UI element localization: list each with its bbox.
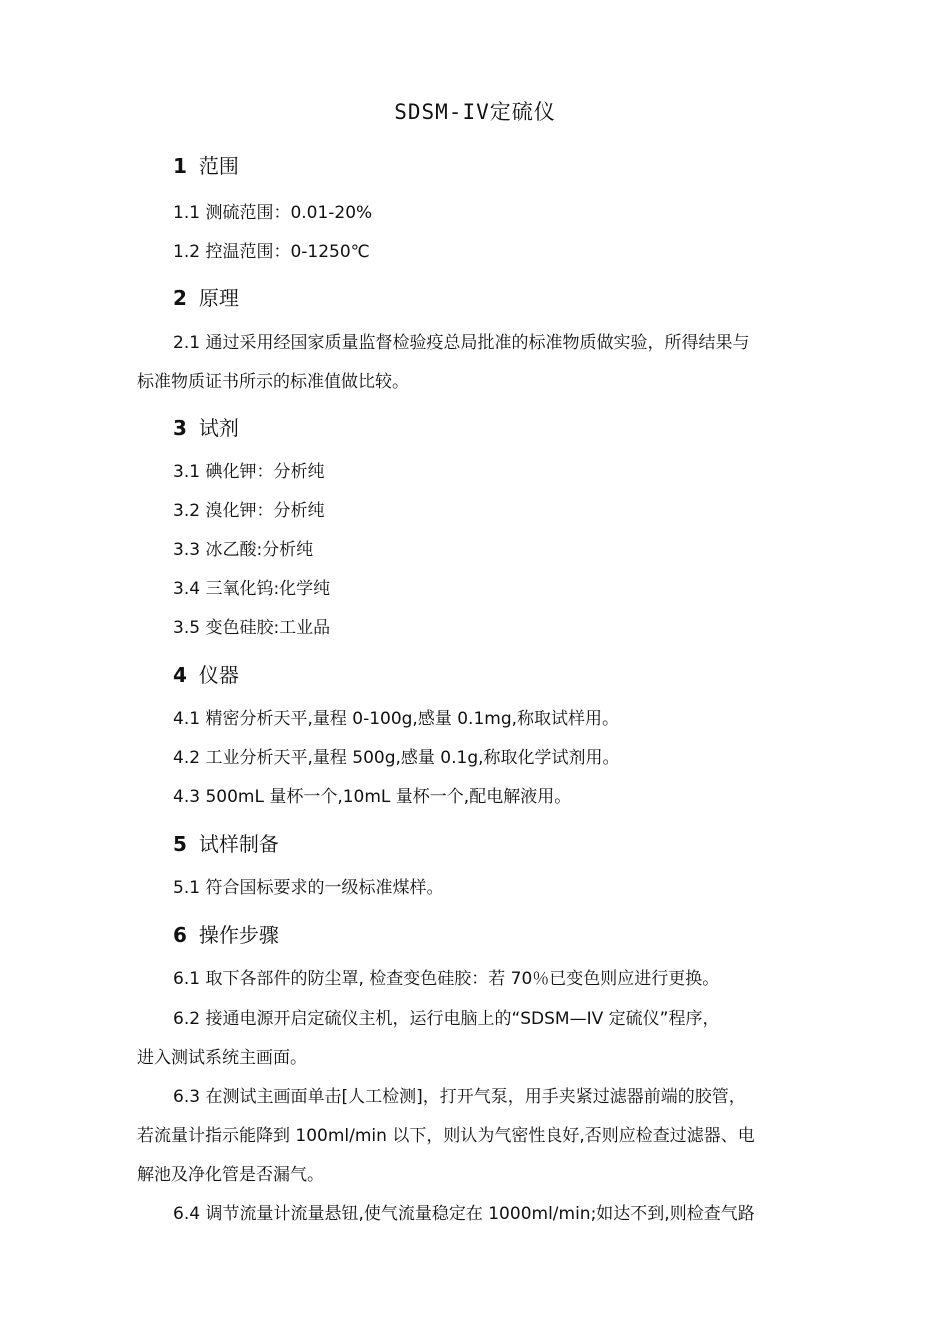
section-number: 4 <box>173 663 187 687</box>
section-heading-5 <box>173 828 279 857</box>
paragraph-3-5: 3.5 变色硅胶:工业品 <box>173 618 331 638</box>
section-number: 1 <box>173 154 187 178</box>
paragraph-3-3: 3.3 冰乙酸:分析纯 <box>173 540 314 560</box>
paragraph-6-3-line-3: 解池及净化管是否漏气。 <box>137 1165 324 1185</box>
section-heading-2 <box>173 282 239 311</box>
paragraph-6-3-line-1: 6.3 在测试主画面单击[人工检测]，打开气泵，用手夹紧过滤器前端的胶管， <box>173 1087 746 1107</box>
section-number: 6 <box>173 923 187 947</box>
section-number: 5 <box>173 832 187 856</box>
paragraph-3-1: 3.1 碘化钾：分析纯 <box>173 462 325 482</box>
section-heading-3 <box>173 412 239 441</box>
paragraph-6-2-line-2: 进入测试系统主画面。 <box>137 1048 307 1068</box>
paragraph-6-3-line-2: 若流量计指示能降到 100ml/min 以下，则认为气密性良好,否则应检查过滤器、电 <box>137 1126 755 1146</box>
section-heading-1 <box>173 150 239 179</box>
section-title: 仪器 <box>198 663 239 687</box>
paragraph-1-1: 1.1 测硫范围：0.01-20% <box>173 203 373 223</box>
section-title: 范围 <box>198 154 239 178</box>
paragraph-4-1: 4.1 精密分析天平,量程 0-100g,感量 0.1mg,称取试样用。 <box>173 709 620 729</box>
section-title: 试剂 <box>198 416 239 440</box>
paragraph-2-1-line-2: 标准物质证书所示的标准值做比较。 <box>137 372 409 392</box>
section-title: 操作步骤 <box>198 923 279 947</box>
paragraph-6-4-line-1: 6.4 调节流量计流量悬钮,使气流量稳定在 1000ml/min;如达不到,则检查气路 <box>173 1204 755 1224</box>
paragraph-1-2: 1.2 控温范围：0-1250℃ <box>173 242 370 262</box>
section-title: 试样制备 <box>198 832 279 856</box>
paragraph-6-2-line-1: 6.2 接通电源开启定硫仪主机，运行电脑上的“SDSM—IV 定硫仪”程序， <box>173 1009 720 1029</box>
section-number: 3 <box>173 416 187 440</box>
paragraph-6-1: 6.1 取下各部件的防尘罩, 检查变色硅胶：若 70％已变色则应进行更换。 <box>173 969 720 989</box>
section-title: 原理 <box>198 286 239 310</box>
paragraph-3-2: 3.2 溴化钾：分析纯 <box>173 501 325 521</box>
document-title: SDSM-IV定硫仪 <box>394 100 556 124</box>
section-heading-4 <box>173 659 239 688</box>
paragraph-5-1: 5.1 符合国标要求的一级标准煤样。 <box>173 878 444 898</box>
section-heading-6 <box>173 919 279 948</box>
paragraph-2-1-line-1: 2.1 通过采用经国家质量监督检验疫总局批准的标准物质做实验，所得结果与 <box>173 333 750 353</box>
paragraph-4-3: 4.3 500mL 量杯一个,10mL 量杯一个,配电解液用。 <box>173 787 572 807</box>
section-number: 2 <box>173 286 187 310</box>
paragraph-4-2: 4.2 工业分析天平,量程 500g,感量 0.1g,称取化学试剂用。 <box>173 748 620 768</box>
paragraph-3-4: 3.4 三氧化钨:化学纯 <box>173 579 331 599</box>
